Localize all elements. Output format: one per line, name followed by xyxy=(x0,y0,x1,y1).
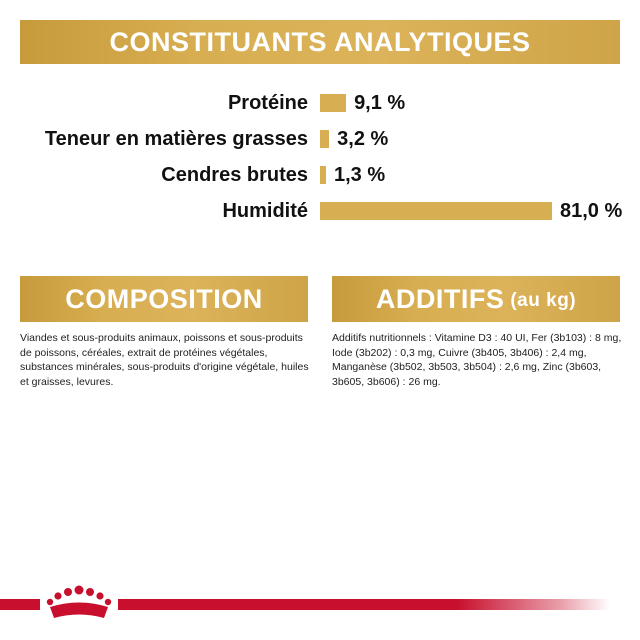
nutrient-value: 1,3 % xyxy=(334,164,386,186)
nutrient-bar xyxy=(320,130,329,148)
nutrient-value: 3,2 % xyxy=(337,128,389,150)
analytical-constituents-banner xyxy=(20,20,620,64)
nutrient-bar xyxy=(320,94,346,112)
nutrient-value: 9,1 % xyxy=(354,92,406,114)
nutrient-label: Cendres brutes xyxy=(161,164,308,186)
nutrient-label: Protéine xyxy=(227,92,308,114)
nutrient-bar xyxy=(320,166,326,184)
additives-text: Additifs nutritionnels : Vitamine D3 : 40 UI, Fer (3b103) : 8 mg, Iode (3b202) : 0,3 mg, Cuivre (3b405, 3b406) : 2,4 mg, Manganèse (3b502, 3b503, 3b504) : 2,6 mg, Zinc (3b603, 3b605, 3b606) : 26 mg. xyxy=(332,332,622,388)
composition-banner xyxy=(20,276,308,322)
nutrient-row xyxy=(0,160,640,190)
nutrient-row xyxy=(0,88,640,118)
nutrient-bar xyxy=(320,202,552,220)
additives-subtitle: (au kg) xyxy=(510,290,577,311)
nutrient-value: 81,0 % xyxy=(560,200,623,222)
nutrient-label: Teneur en matières grasses xyxy=(44,128,308,150)
royal-canin-crown-icon xyxy=(40,583,118,627)
nutrient-label: Humidité xyxy=(222,200,308,222)
additives-title: ADDITIFS xyxy=(375,283,505,314)
nutrient-row xyxy=(0,196,640,226)
composition-title: COMPOSITION xyxy=(65,283,263,314)
nutrient-row xyxy=(0,124,640,154)
additives-banner xyxy=(332,276,620,322)
analytical-constituents-title: CONSTITUANTS ANALYTIQUES xyxy=(109,26,531,57)
composition-text: Viandes et sous-produits animaux, poissons et sous-produits de poissons, céréales, extrait de protéines végétales, substances minérales, sous-produits d'origine végétale, huiles et graisses, levures. xyxy=(20,332,309,388)
